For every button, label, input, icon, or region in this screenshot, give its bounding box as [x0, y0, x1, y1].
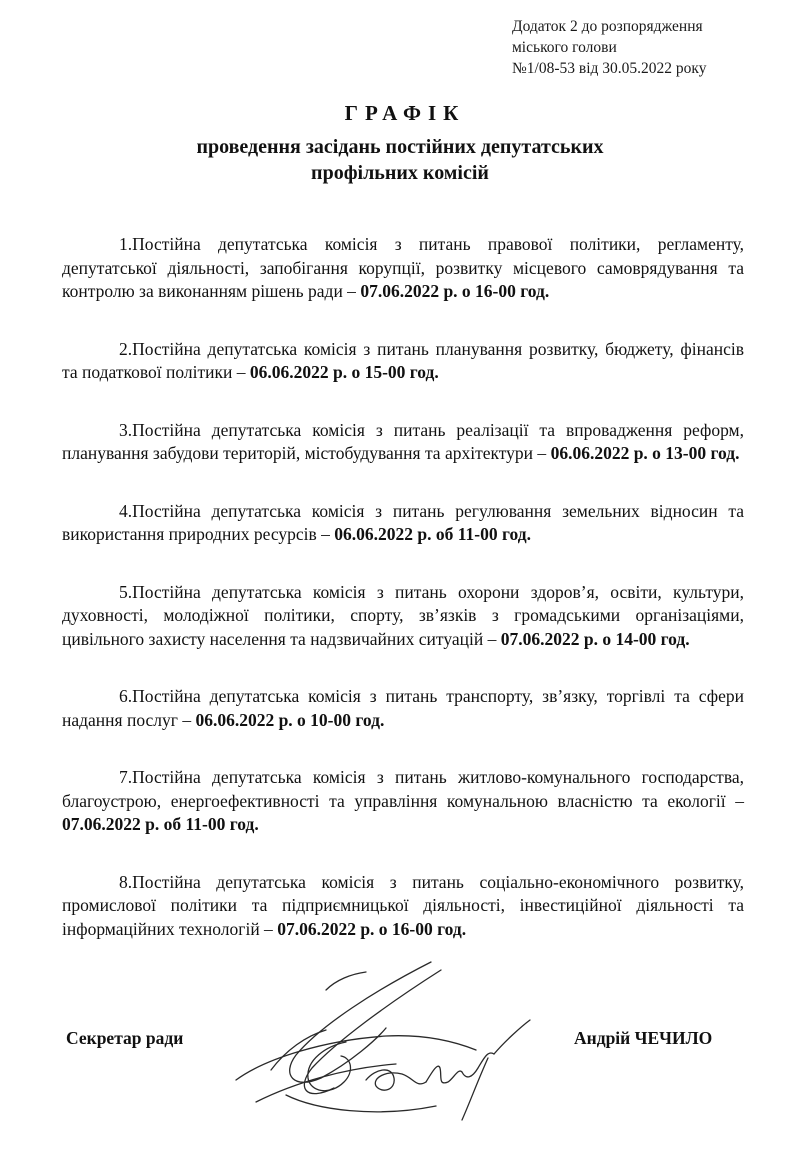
commission-item-text: 3.Постійна депутатська комісія з питань реалізації та впровадження реформ, планування забудови територій, містобудування та архітектури – — [62, 419, 744, 463]
commission-item-6 — [62, 685, 744, 732]
commission-item-date: 07.06.2022 р. о 16-00 год. — [360, 281, 550, 301]
commission-item-1 — [62, 233, 744, 304]
commission-item-text: 8.Постійна депутатська комісія з питань соціально-економічного розвитку, промислової політики та підприємницької діяльності, інвестиційної діяльності та інформаційних технологій – — [62, 871, 744, 939]
title-subtitle — [0, 134, 800, 186]
appendix-line-3: №1/08-53 від 30.05.2022 року — [512, 60, 707, 77]
title-subtitle-line-2: профільних комісій — [311, 162, 489, 184]
commission-item-date: 07.06.2022 р. о 16-00 год. — [277, 918, 467, 939]
appendix-note — [512, 16, 782, 79]
commission-item-8 — [62, 871, 744, 942]
commission-item-text: 4.Постійна депутатська комісія з питань регулювання земельних відносин та використання природних ресурсів – — [62, 500, 744, 544]
commission-item-text: 2.Постійна депутатська комісія з питань планування розвитку, бюджету, фінансів та податкової політики – — [62, 338, 744, 382]
commission-item-date: 07.06.2022 р. о 14-00 год. — [500, 628, 690, 649]
commission-item-text: 1.Постійна депутатська комісія з питань правової політики, регламенту, депутатської діяльності, запобігання корупції, розвитку місцевого самоврядування та контролю за виконанням рішень ради – — [62, 234, 744, 301]
commission-list — [62, 233, 744, 975]
signatory-name: Андрій ЧЕЧИЛО — [574, 1028, 713, 1048]
commission-item-text: 6.Постійна депутатська комісія з питань транспорту, зв’язку, торгівлі та сфери надання послуг – — [62, 686, 744, 730]
appendix-line-1: Додаток 2 до розпорядження — [512, 18, 703, 35]
commission-item-7 — [62, 766, 744, 837]
commission-item-date: 06.06.2022 р. о 13-00 год. — [550, 443, 740, 463]
commission-item-date: 06.06.2022 р. о 10-00 год. — [195, 709, 385, 730]
commission-item-date: 06.06.2022 р. об 11-00 год. — [334, 524, 531, 544]
title-subtitle-line-1: проведення засідань постійних депутатських — [196, 136, 604, 158]
commission-item-text: 7.Постійна депутатська комісія з питань житлово-комунального господарства, благоустрою, енергоефективності та управління комунальною власністю та екології – — [62, 767, 744, 811]
secretary-label: Секретар ради — [66, 1028, 184, 1048]
commission-item-text: 5.Постійна депутатська комісія з питань охорони здоров’я, освіти, культури, духовності, молодіжної політики, спорту, зв’язків з громадськими організаціями, цивільного захисту населення та надзвичайних ситуацій – — [62, 581, 744, 649]
commission-item-date: 07.06.2022 р. об 11-00 год. — [62, 814, 259, 834]
commission-item-4 — [62, 500, 744, 547]
commission-item-2 — [62, 338, 744, 385]
appendix-line-2: міського голови — [512, 39, 617, 56]
commission-item-date: 06.06.2022 р. о 15-00 год. — [249, 362, 439, 382]
title-main: ГРАФІК — [344, 101, 466, 125]
document-title — [0, 100, 800, 186]
commission-item-5 — [62, 581, 744, 652]
commission-item-3 — [62, 419, 744, 466]
handwritten-signature — [226, 950, 536, 1135]
